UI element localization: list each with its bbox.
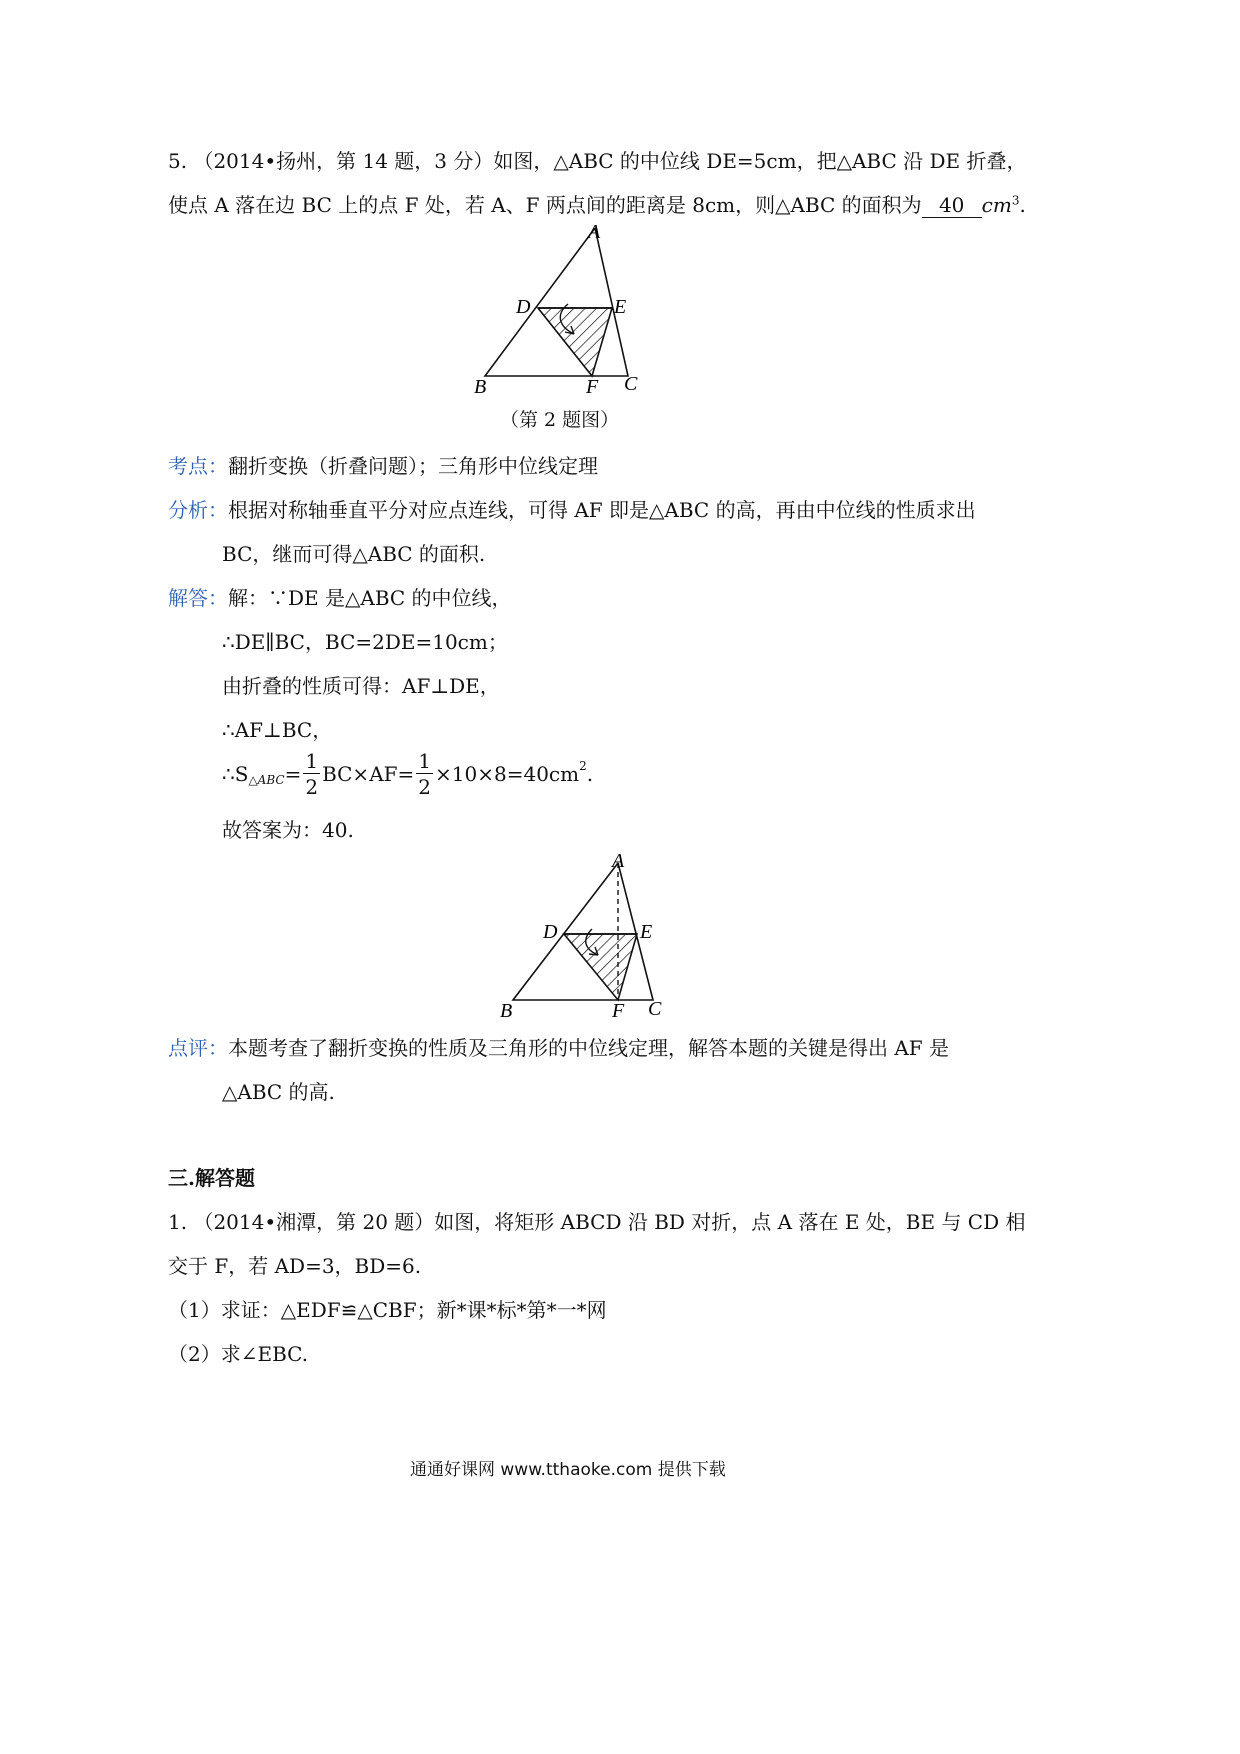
kaodian	[168, 450, 598, 479]
formula-eq: =	[284, 762, 302, 786]
kaodian-label: 考点：	[168, 454, 228, 478]
fig1-label-c: C	[624, 373, 638, 395]
answer-unit: cm	[981, 193, 1012, 217]
fig2-label-a: A	[612, 850, 625, 872]
kaodian-text: 翻折变换（折叠问题）；三角形中位线定理	[228, 454, 598, 478]
fenxi-line1: 根据对称轴垂直平分对应点连线，可得 AF 即是△ABC 的高，再由中位线的性质求出	[228, 498, 976, 522]
problem1-question1: （1）求证：△EDF≌△CBF；新*课*标*第*一*网	[168, 1298, 607, 1322]
formula-end: .	[586, 762, 594, 786]
problem1-question2: （2）求∠EBC.	[168, 1342, 309, 1366]
fraction-half-2: $\frac{1}{2}$	[418, 749, 432, 799]
answer-blank: 40	[922, 193, 982, 218]
formula-sub: △ABC	[248, 773, 285, 787]
answer-unit-sup: 3	[1011, 193, 1020, 208]
dianping-label: 点评：	[168, 1036, 228, 1060]
page-footer: 通通好课网 www.tthaoke.com 提供下载	[410, 1460, 726, 1480]
fenxi	[168, 494, 976, 523]
problem5-line2	[168, 189, 1026, 218]
fraction-half-1: $\frac{1}{2}$	[305, 749, 319, 799]
problem5-line2-text: 使点 A 落在边 BC 上的点 F 处，若 A、F 两点间的距离是 8cm，则△ABC 的面积为	[168, 193, 922, 217]
problem5-period: .	[1019, 193, 1026, 217]
dianping-line1: 本题考查了翻折变换的性质及三角形的中位线定理，解答本题的关键是得出 AF 是	[228, 1036, 950, 1060]
fig1-label-a: A	[588, 221, 601, 243]
fig2-label-e: E	[640, 921, 653, 943]
jieda-line3: 由折叠的性质可得：AF⊥DE，	[222, 674, 500, 698]
formula-tail: ×10×8=40cm	[435, 762, 580, 786]
fig2-label-f: F	[612, 1000, 625, 1020]
fenxi-line2: BC，继而可得△ABC 的面积.	[222, 542, 486, 566]
jieda-line1: 解：∵DE 是△ABC 的中位线，	[228, 586, 512, 610]
folded-triangle-hatch-2	[564, 934, 637, 1000]
fig1-label-b: B	[474, 376, 487, 398]
problem5-line1: 5. （2014•扬州，第 14 题，3 分）如图，△ABC 的中位线 DE=5cm，把△ABC 沿 DE 折叠，	[168, 149, 1027, 173]
triangle-figure-2	[488, 845, 678, 1020]
dianping-line2: △ABC 的高.	[222, 1080, 335, 1104]
area-formula	[222, 748, 593, 800]
triangle-abc	[485, 228, 628, 376]
fig2-label-d: D	[543, 921, 558, 943]
jieda	[168, 582, 512, 611]
problem1-line1: 1. （2014•湘潭，第 20 题）如图，将矩形 ABCD 沿 BD 对折，点 A 落在 E 处，BE 与 CD 相	[168, 1210, 1026, 1234]
figure1-caption: （第 2 题图）	[500, 409, 620, 431]
formula-prefix: ∴S	[222, 762, 249, 786]
fig2-label-c: C	[648, 998, 662, 1020]
fig1-label-e: E	[614, 296, 627, 318]
folded-triangle-hatch	[538, 308, 612, 376]
fenxi-label: 分析：	[168, 498, 228, 522]
fig2-label-b: B	[500, 1000, 513, 1020]
fig1-label-f: F	[586, 376, 599, 398]
formula-mid: BC×AF=	[322, 762, 415, 786]
formula-sup: 2	[579, 759, 587, 773]
jieda-label: 解答：	[168, 586, 228, 610]
triangle-figure-1	[460, 218, 660, 398]
jieda-line4: ∴AF⊥BC，	[222, 718, 333, 742]
dianping	[168, 1032, 949, 1061]
jieda-line6: 故答案为：40.	[222, 818, 354, 842]
jieda-line2: ∴DE∥BC，BC=2DE=10cm；	[222, 630, 508, 654]
section-heading: 三.解答题	[168, 1166, 255, 1190]
problem1-line2: 交于 F，若 AD=3，BD=6.	[168, 1254, 422, 1278]
fig1-label-d: D	[516, 296, 531, 318]
triangle-abc-2	[513, 863, 653, 1000]
